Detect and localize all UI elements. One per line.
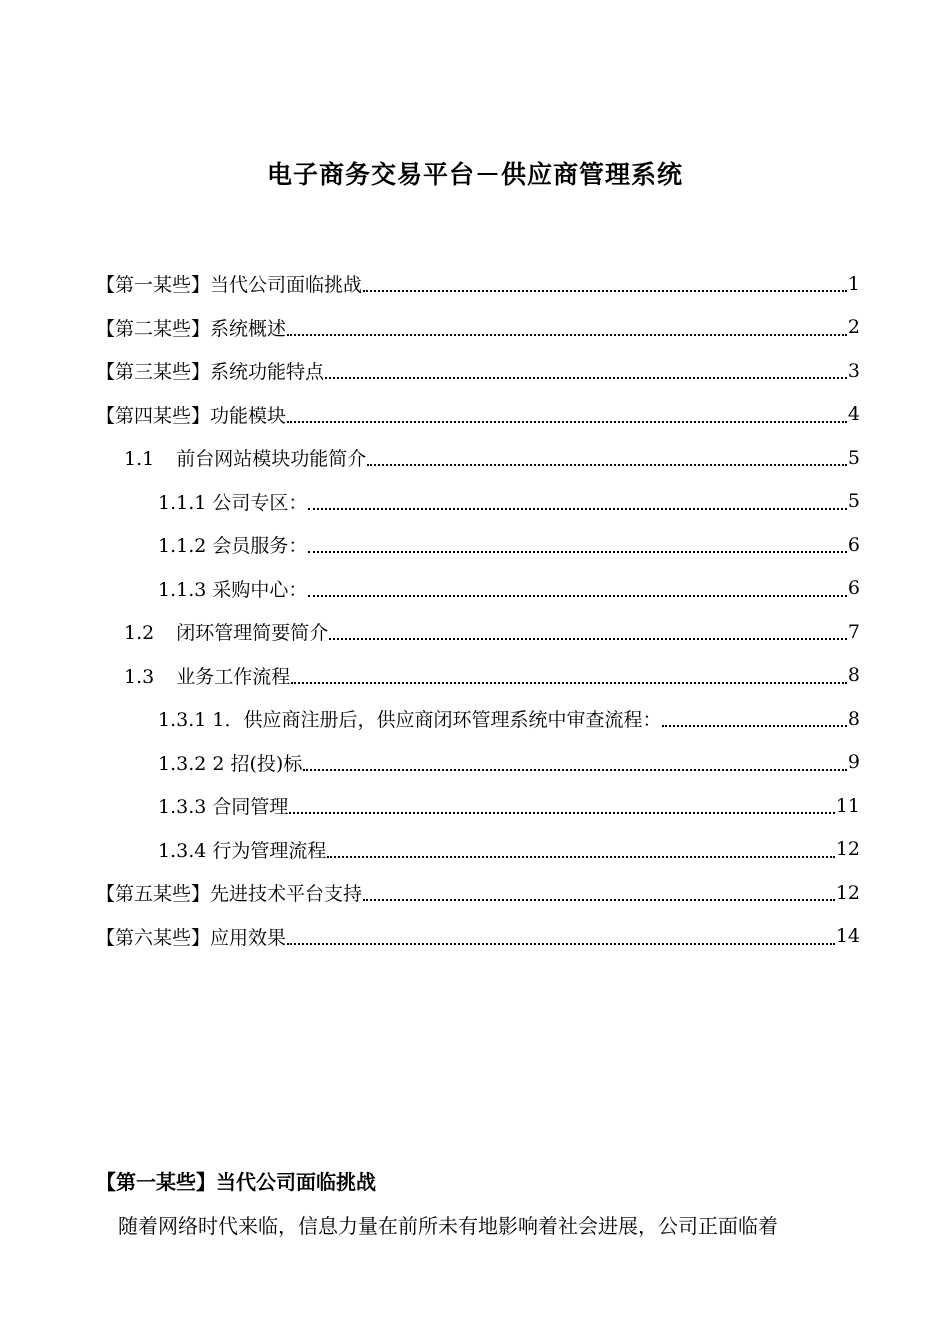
toc-entry-label	[158, 792, 288, 819]
toc-entry-label	[158, 531, 307, 558]
toc-page-number: 12	[835, 881, 860, 904]
toc-entry-text: 1.1.1 公司专区：	[158, 491, 308, 514]
toc-dot-leader	[363, 272, 847, 295]
toc-page-number: 6	[847, 533, 860, 556]
toc-entry[interactable]	[96, 828, 860, 872]
toc-entry[interactable]	[96, 871, 860, 915]
toc-dot-leader	[291, 664, 847, 687]
toc-entry-number: 1.3	[124, 665, 155, 688]
toc-entry-text: 【第六某些】应用效果	[96, 926, 287, 949]
toc-page-number: 3	[847, 359, 860, 382]
toc-page-number: 11	[835, 794, 860, 817]
toc-entry-label	[96, 401, 286, 428]
toc-entry-text: 【第四某些】功能模块	[96, 404, 287, 427]
toc-entry-label	[158, 705, 661, 732]
toc-entry[interactable]	[96, 436, 860, 480]
toc-entry-number: 1.2	[124, 622, 155, 645]
toc-entry-text: 1.3.3 合同管理	[158, 796, 289, 819]
table-of-contents	[96, 262, 860, 958]
document-title: 电子商务交易平台－供应商管理系统	[266, 160, 683, 189]
toc-page-number: 7	[847, 620, 860, 643]
toc-entry-text: 【第二某些】系统概述	[96, 317, 287, 340]
toc-entry-text: 【第五某些】先进技术平台支持	[96, 883, 363, 906]
toc-page-number: 1	[847, 272, 860, 295]
toc-entry-label	[124, 444, 366, 471]
toc-entry[interactable]	[96, 480, 860, 524]
toc-dot-leader	[289, 794, 834, 817]
toc-page-number: 4	[847, 403, 860, 426]
toc-entry-label	[96, 270, 362, 297]
toc-page-number: 9	[847, 751, 860, 774]
toc-entry[interactable]	[96, 915, 860, 959]
toc-entry-label	[158, 749, 302, 776]
toc-dot-leader	[287, 403, 847, 426]
toc-entry-label	[96, 923, 286, 950]
toc-entry[interactable]	[96, 784, 860, 828]
toc-entry[interactable]	[96, 349, 860, 393]
toc-entry[interactable]	[96, 654, 860, 698]
toc-entry[interactable]	[96, 523, 860, 567]
toc-entry-text: 【第三某些】系统功能特点	[96, 361, 325, 384]
toc-dot-leader	[308, 533, 847, 556]
toc-entry-text: 1.1.2 会员服务：	[158, 535, 308, 558]
toc-entry-text: 1.3.1 1．供应商注册后，供应商闭环管理系统中审查流程：	[158, 709, 662, 732]
toc-page-number: 5	[847, 446, 860, 469]
toc-dot-leader	[303, 751, 847, 774]
section-heading: 【第一某些】当代公司面临挑战	[96, 1170, 376, 1194]
toc-entry-label	[158, 575, 307, 602]
toc-entry[interactable]	[96, 306, 860, 350]
toc-dot-leader	[367, 446, 847, 469]
toc-entry-label	[124, 618, 328, 645]
toc-entry[interactable]	[96, 610, 860, 654]
toc-entry-label	[158, 488, 307, 515]
toc-entry-text: 前台网站模块功能简介	[176, 448, 367, 471]
toc-entry-label	[158, 836, 326, 863]
toc-entry-text: 业务工作流程	[176, 665, 291, 688]
toc-page-number: 2	[847, 316, 860, 339]
toc-page-number: 12	[835, 838, 860, 861]
toc-entry-text: 1.1.3 采购中心：	[158, 578, 308, 601]
toc-entry[interactable]	[96, 262, 860, 306]
toc-dot-leader	[329, 620, 847, 643]
toc-entry-text: 【第一某些】当代公司面临挑战	[96, 274, 363, 297]
toc-entry-number: 1.1	[124, 448, 155, 471]
toc-entry-text: 1.3.4 行为管理流程	[158, 839, 327, 862]
toc-dot-leader	[308, 577, 847, 600]
toc-entry-label	[96, 314, 286, 341]
toc-entry-label	[96, 879, 362, 906]
toc-entry-text: 闭环管理简要简介	[176, 622, 329, 645]
toc-entry[interactable]	[96, 741, 860, 785]
toc-dot-leader	[287, 925, 835, 948]
toc-entry[interactable]	[96, 393, 860, 437]
toc-entry-text: 1.3.2 2 招(投)标	[158, 752, 303, 775]
toc-page-number: 6	[847, 577, 860, 600]
toc-entry[interactable]	[96, 567, 860, 611]
toc-dot-leader	[308, 490, 847, 513]
toc-dot-leader	[287, 316, 847, 339]
toc-page-number: 8	[847, 707, 860, 730]
toc-entry-label	[124, 662, 290, 689]
toc-page-number: 5	[847, 490, 860, 513]
toc-dot-leader	[363, 881, 835, 904]
body-paragraph: 随着网络时代来临，信息力量在前所未有地影响着社会进展，公司正面临着	[118, 1214, 778, 1238]
toc-dot-leader	[325, 359, 847, 382]
toc-dot-leader	[327, 838, 834, 861]
toc-entry-label	[96, 357, 324, 384]
toc-page-number: 14	[835, 925, 860, 948]
toc-dot-leader	[662, 707, 846, 730]
toc-page-number: 8	[847, 664, 860, 687]
toc-entry[interactable]	[96, 697, 860, 741]
